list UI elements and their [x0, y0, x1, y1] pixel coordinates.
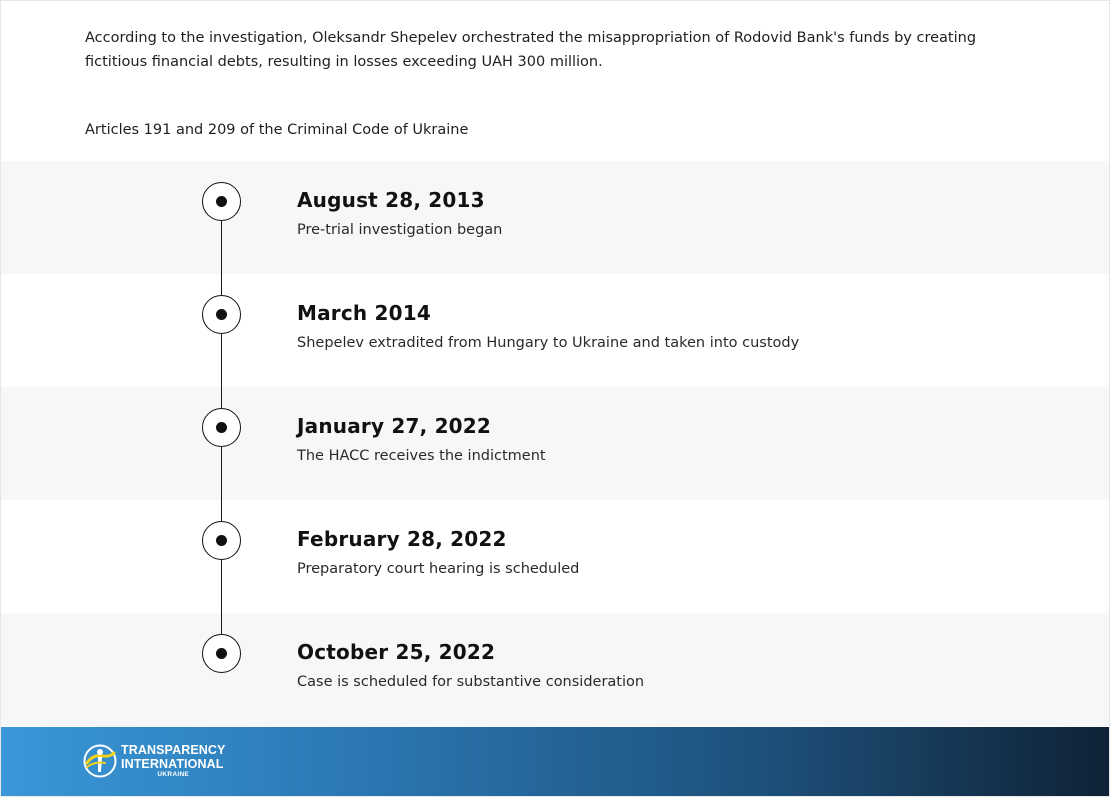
timeline-description: Shepelev extradited from Hungary to Ukraine and taken into custody [297, 335, 800, 351]
timeline-date: August 28, 2013 [297, 188, 485, 212]
logo-line-2: INTERNATIONAL [121, 756, 224, 771]
timeline-marker-icon [202, 521, 241, 560]
timeline-description: Preparatory court hearing is scheduled [297, 561, 580, 577]
timeline-description: The HACC receives the indictment [297, 448, 546, 464]
timeline-item [1, 500, 1109, 613]
timeline-connector [221, 221, 222, 274]
timeline-item [1, 274, 1109, 387]
articles-reference: Articles 191 and 209 of the Criminal Code of Ukraine [85, 122, 469, 138]
timeline-date: February 28, 2022 [297, 527, 507, 551]
timeline-item [1, 387, 1109, 500]
timeline-date: October 25, 2022 [297, 640, 496, 664]
timeline-item [1, 613, 1109, 726]
logo-line-1: TRANSPARENCY [121, 743, 226, 757]
timeline-item [1, 161, 1109, 274]
transparency-international-logo[interactable] [83, 744, 225, 779]
timeline-date: January 27, 2022 [297, 414, 492, 438]
timeline-marker-icon [202, 182, 241, 221]
timeline-marker-icon [202, 408, 241, 447]
footer-banner [1, 727, 1109, 797]
timeline-date: March 2014 [297, 301, 431, 325]
timeline [1, 161, 1109, 726]
timeline-connector [221, 613, 222, 635]
logo-line-3: UKRAINE [157, 771, 190, 778]
intro-paragraph: According to the investigation, Oleksandr Shepelev orchestrated the misappropriation of Rodovid Bank's funds by creating fictitious financial debts, resulting in losses exceeding UAH 300 million. [85, 30, 977, 70]
logo-wordmark [121, 744, 225, 779]
timeline-description: Pre-trial investigation began [297, 222, 503, 238]
timeline-marker-icon [202, 634, 241, 673]
timeline-description: Case is scheduled for substantive consideration [297, 674, 645, 690]
timeline-marker-icon [202, 295, 241, 334]
transparency-international-logo-icon [83, 744, 117, 778]
